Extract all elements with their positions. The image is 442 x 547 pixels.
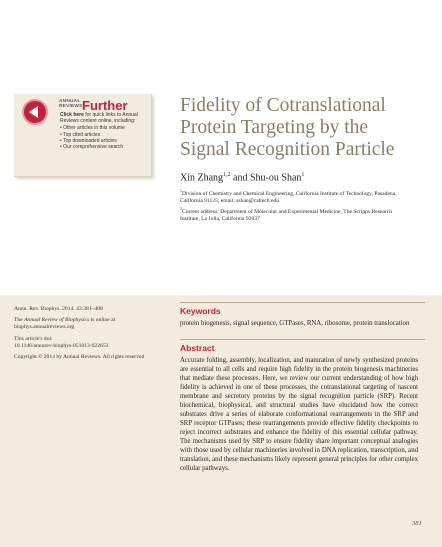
affiliation-marker: 2 — [180, 206, 182, 211]
doi-label: This article's doi: — [14, 335, 53, 342]
author-affiliation-marker: 1,2 — [223, 172, 231, 178]
author-conjunction: and — [230, 172, 250, 184]
logo-reviews-text: REVIEWS — [59, 103, 83, 109]
click-here-link[interactable]: Click here — [60, 112, 84, 118]
further-link-this-volume[interactable]: • Other articles in this volume — [60, 125, 146, 131]
affiliation — [180, 205, 410, 224]
page-number: 381 — [412, 520, 422, 527]
online-note-prefix: The — [14, 317, 25, 324]
affiliation-text: Current address: Department of Molecular and Experimental Medicine, The Scripps Research Institute, La Jolla, California 92037 — [180, 208, 393, 223]
journal-name: Annual Review of Biophysics — [24, 317, 90, 324]
citation: Annu. Rev. Biophys. 2014. 43:381–408 — [14, 306, 103, 312]
affiliation-marker: 1 — [180, 188, 182, 193]
annual-reviews-logo — [59, 100, 83, 109]
affiliation-text: Division of Chemistry and Chemical Engineering, California Institute of Technology, Pasadena, California 91125; email: sshan@caltech.edu — [180, 190, 397, 205]
logo-annual-text: ANNUAL — [59, 99, 81, 104]
further-links-list — [60, 125, 146, 150]
further-description-text: for quick links to Annual Reviews content online, including: — [60, 112, 138, 125]
further-description — [60, 112, 146, 150]
section-divider — [180, 302, 425, 303]
author-name: Xin Zhang — [180, 172, 224, 184]
doi-block — [14, 336, 164, 350]
article-metadata — [14, 306, 164, 365]
author-name: Shu-ou Shan — [250, 172, 302, 184]
further-link-search[interactable]: • Our comprehensive search — [60, 144, 146, 150]
copyright: Copyright © 2014 by Annual Reviews. All rights reserved — [14, 354, 145, 361]
abstract-heading: Abstract — [180, 343, 215, 353]
author-affiliation-marker: 1 — [301, 172, 305, 178]
further-link-top-cited[interactable]: • Top cited articles — [60, 132, 146, 138]
online-note-suffix: is online at biophys.annualreviews.org — [14, 317, 116, 331]
affiliation — [180, 187, 410, 206]
keywords-heading: Keywords — [180, 306, 221, 316]
back-arrow-icon[interactable] — [22, 99, 48, 125]
article-title: Fidelity of Cotranslational Protein Targeting by the Signal Recognition Particle — [180, 95, 395, 160]
author-line — [180, 172, 304, 183]
further-link-top-downloaded[interactable]: • Top downloaded articles — [60, 138, 146, 144]
abstract-body: Accurate folding, assembly, localization, and maturation of newly synthesized proteins are essential to all cells and require high fidelity in the protein biogenesis machineries that mediate these processes. Here, we review our current understanding of how high fidelity is achieved in one of these processes, the cotranslational targeting of nascent membrane and secretory proteins by the signal recognition particle (SRP). Recent biochemical, biophysical, and structural studies have elucidated how the correct substrates drive a series of elaborate conformational rearrangements in the SRP and SRP receptor GTPases; these rearrangements provide effective fidelity checkpoints to reject incorrect substrates and enhance the fidelity of this essential cellular pathway. The mechanisms used by SRP to ensure fidelity share important conceptual analogies with those used by cellular machineries involved in DNA replication, transcription, and translation, and these mechanisms likely represent general principles for other complex cellular pathways. — [180, 357, 418, 472]
section-divider — [180, 339, 425, 340]
keywords-list: protein biogenesis, signal sequence, GTPases, RNA, ribosome, protein translocation — [180, 320, 410, 327]
doi-value[interactable]: 10.1146/annurev-biophys-051013-022653 — [14, 342, 109, 349]
further-heading: Further — [82, 98, 128, 113]
online-note — [14, 317, 164, 331]
